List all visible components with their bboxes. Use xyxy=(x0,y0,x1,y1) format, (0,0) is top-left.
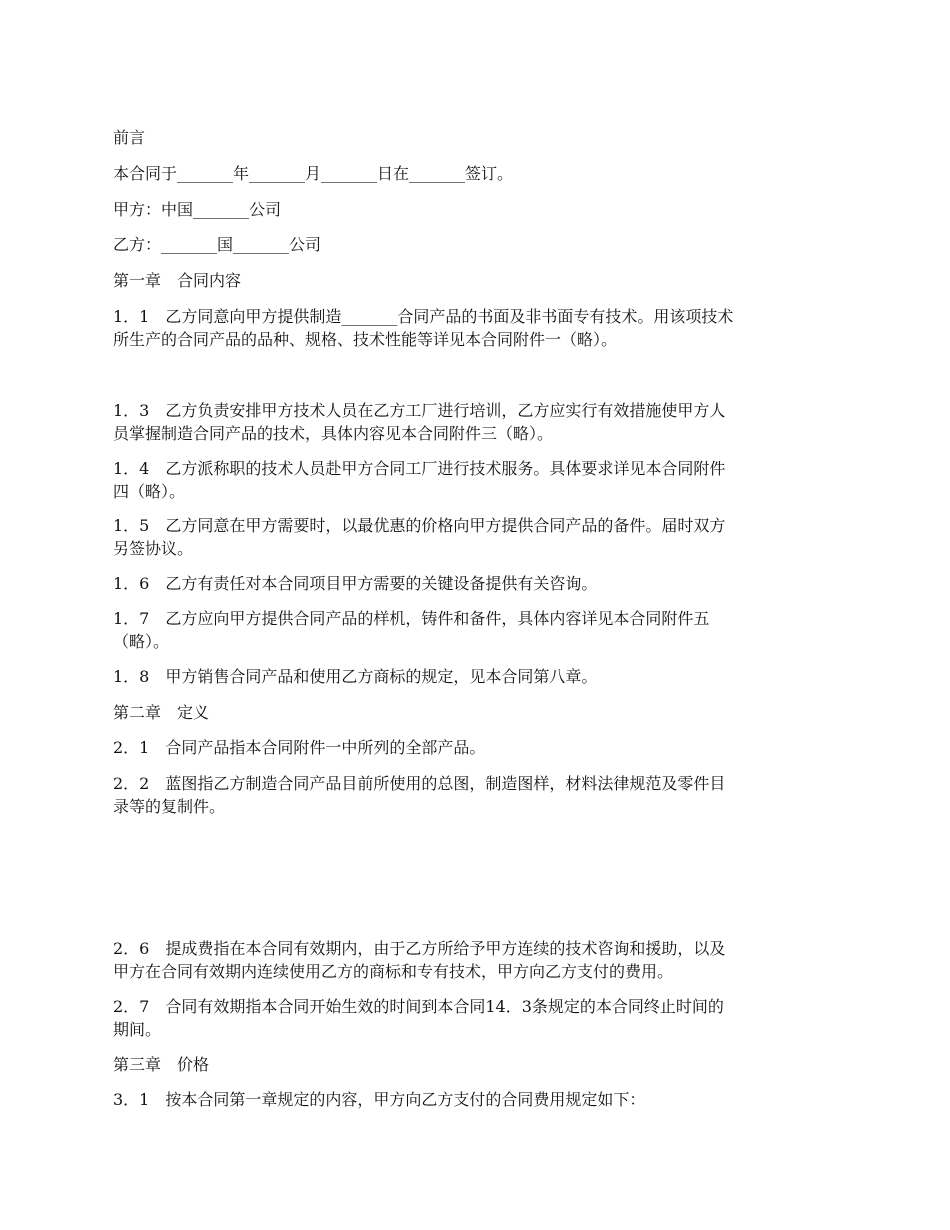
clause-1-8: 1．8 甲方销售合同产品和使用乙方商标的规定，见本合同第八章。 xyxy=(113,667,598,686)
chapter-3-heading: 第三章 价格 xyxy=(113,1055,210,1074)
party-a-line: 甲方：中国_______公司 xyxy=(113,200,282,219)
clause-2-7-line-1: 2．7 合同有效期指本合同开始生效的时间到本合同14．3条规定的本合同终止时间的 xyxy=(113,997,724,1016)
party-b-line: 乙方：_______国_______公司 xyxy=(113,235,322,254)
clause-2-7-line-2: 期间。 xyxy=(113,1020,162,1039)
chapter-2-heading: 第二章 定义 xyxy=(113,703,210,722)
preface-heading: 前言 xyxy=(113,128,146,147)
clause-1-4-line-2: 四（略）。 xyxy=(113,482,186,501)
clause-1-5-line-2: 另签协议。 xyxy=(113,539,194,558)
clause-3-1: 3．1 按本合同第一章规定的内容，甲方向乙方支付的合同费用规定如下： xyxy=(113,1090,646,1109)
clause-2-2-line-1: 2．2 蓝图指乙方制造合同产品目前所使用的总图，制造图样，材料法律规范及零件目 xyxy=(113,774,726,793)
clause-1-6: 1．6 乙方有责任对本合同项目甲方需要的关键设备提供有关咨询。 xyxy=(113,574,598,593)
clause-1-3-line-2: 员掌握制造合同产品的技术，具体内容见本合同附件三（略）。 xyxy=(113,424,554,443)
clause-2-2-line-2: 录等的复制件。 xyxy=(113,797,226,816)
clause-2-6-line-2: 甲方在合同有效期内连续使用乙方的商标和专有技术，甲方向乙方支付的费用。 xyxy=(113,962,674,981)
clause-2-6-line-1: 2．6 提成费指在本合同有效期内，由于乙方所给予甲方连续的技术咨询和援助，以及 xyxy=(113,939,726,958)
clause-1-1-line-2: 所生产的合同产品的品种、规格、技术性能等详见本合同附件一（略）。 xyxy=(113,330,618,349)
clause-1-7-line-2: （略）。 xyxy=(113,632,170,651)
clause-1-3-line-1: 1．3 乙方负责安排甲方技术人员在乙方工厂进行培训，乙方应实行有效措施使甲方人 xyxy=(113,401,726,420)
clause-1-7-line-1: 1．7 乙方应向甲方提供合同产品的样机，铸件和备件，具体内容详见本合同附件五 xyxy=(113,609,710,628)
clause-2-1: 2．1 合同产品指本合同附件一中所列的全部产品。 xyxy=(113,738,486,757)
clause-1-4-line-1: 1．4 乙方派称职的技术人员赴甲方合同工厂进行技术服务。具体要求详见本合同附件 xyxy=(113,459,726,478)
chapter-1-heading: 第一章 合同内容 xyxy=(113,271,242,290)
document-page xyxy=(113,0,833,1230)
clause-1-5-line-1: 1．5 乙方同意在甲方需要时，以最优惠的价格向甲方提供合同产品的备件。届时双方 xyxy=(113,516,726,535)
signing-date-line: 本合同于_______年_______月_______日在_______签订。 xyxy=(113,164,514,183)
clause-1-1-line-1: 1．1 乙方同意向甲方提供制造_______合同产品的书面及非书面专有技术。用该项技术 xyxy=(113,307,734,326)
